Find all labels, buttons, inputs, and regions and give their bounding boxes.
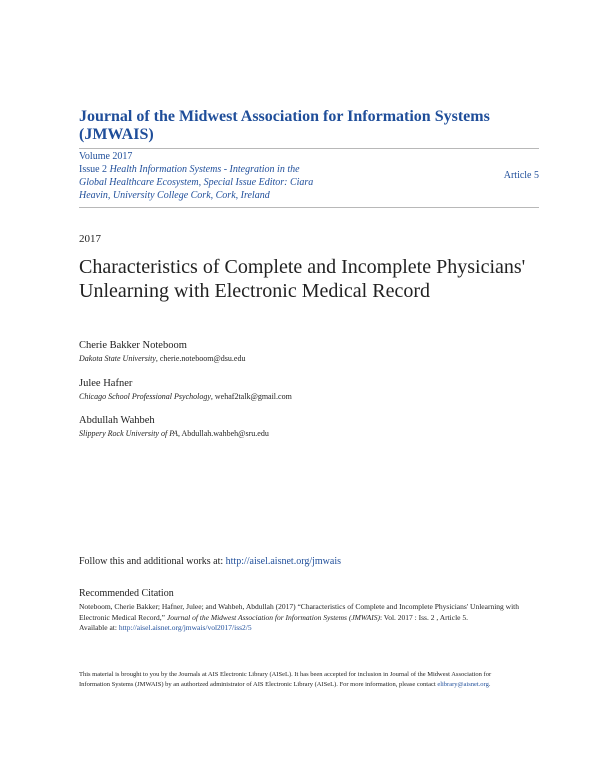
- contact-email-link[interactable]: elibrary@aisnet.org: [437, 681, 489, 688]
- recommended-citation-heading: Recommended Citation: [79, 588, 174, 599]
- article-number-link[interactable]: Article 5: [503, 170, 539, 181]
- available-label: Available at:: [79, 623, 119, 632]
- author-name[interactable]: Abdullah Wahbeh: [79, 415, 155, 426]
- follow-works: [79, 556, 539, 567]
- author-entry: [79, 414, 539, 440]
- follow-link[interactable]: http://aisel.aisnet.org/jmwais: [225, 556, 342, 567]
- notice-end: .: [488, 681, 491, 688]
- author-email: , wehaf2talk@gmail.com: [210, 392, 292, 401]
- author-affiliation: [79, 391, 539, 403]
- volume-link[interactable]: Volume 2017: [79, 151, 133, 162]
- author-institution: Slippery Rock University of PA: [79, 429, 178, 438]
- journal-title-link[interactable]: Journal of the Midwest Association for Information Systems (JMWAIS): [79, 108, 490, 143]
- available-link[interactable]: http://aisel.aisnet.org/jmwais/vol2017/iss2/5: [118, 623, 252, 632]
- author-name[interactable]: Cherie Bakker Noteboom: [79, 340, 187, 351]
- author-entry: [79, 339, 539, 365]
- citation-volume: : Vol. 2017 : Iss. 2 , Article 5.: [379, 612, 469, 622]
- top-divider: [79, 148, 539, 149]
- author-email: , Abdullah.wahbeh@sru.edu: [177, 429, 269, 438]
- bottom-divider: [79, 207, 539, 208]
- issue-description: Health Information Systems - Integration in the Global Healthcare Ecosystem, Special Issue Editor: Ciara Heavin, University College Cork, Cork, Ireland: [79, 164, 314, 201]
- author-name[interactable]: Julee Hafner: [79, 378, 133, 389]
- issue-link[interactable]: [79, 163, 329, 202]
- author-affiliation: [79, 353, 539, 365]
- author-email: , cherie.noteboom@dsu.edu: [155, 354, 246, 363]
- notice-text: This material is brought to you by the Journals at AIS Electronic Library (AISeL). It has been accepted for inclusion in Journal of the Midwest Association for Information Systems (JMWAIS) by an authorized administrator of AIS Electronic Library (AISeL). For more information, please contact: [79, 671, 492, 688]
- citation-authors-title: Noteboom, Cherie Bakker; Hafner, Julee; and Wahbeh, Abdullah (2017) “Characteristics of Complete and Incomplete Physicians' Unlearning with Electronic Medical Record,”: [79, 602, 519, 622]
- issue-number: Issue 2: [79, 164, 110, 175]
- paper-title: Characteristics of Complete and Incomplete Physicians' Unlearning with Electronic Medical Record: [79, 256, 526, 302]
- publication-year: 2017: [79, 233, 101, 245]
- repository-notice: [79, 670, 519, 690]
- citation-journal: Journal of the Midwest Association for Information Systems (JMWAIS): [166, 612, 380, 622]
- author-entry: [79, 377, 539, 403]
- author-affiliation: [79, 428, 539, 440]
- citation-text: [79, 602, 539, 634]
- issue-info: [79, 150, 329, 202]
- author-institution: Dakota State University: [79, 354, 156, 363]
- author-institution: Chicago School Professional Psychology: [79, 392, 211, 401]
- follow-text: Follow this and additional works at:: [79, 556, 226, 567]
